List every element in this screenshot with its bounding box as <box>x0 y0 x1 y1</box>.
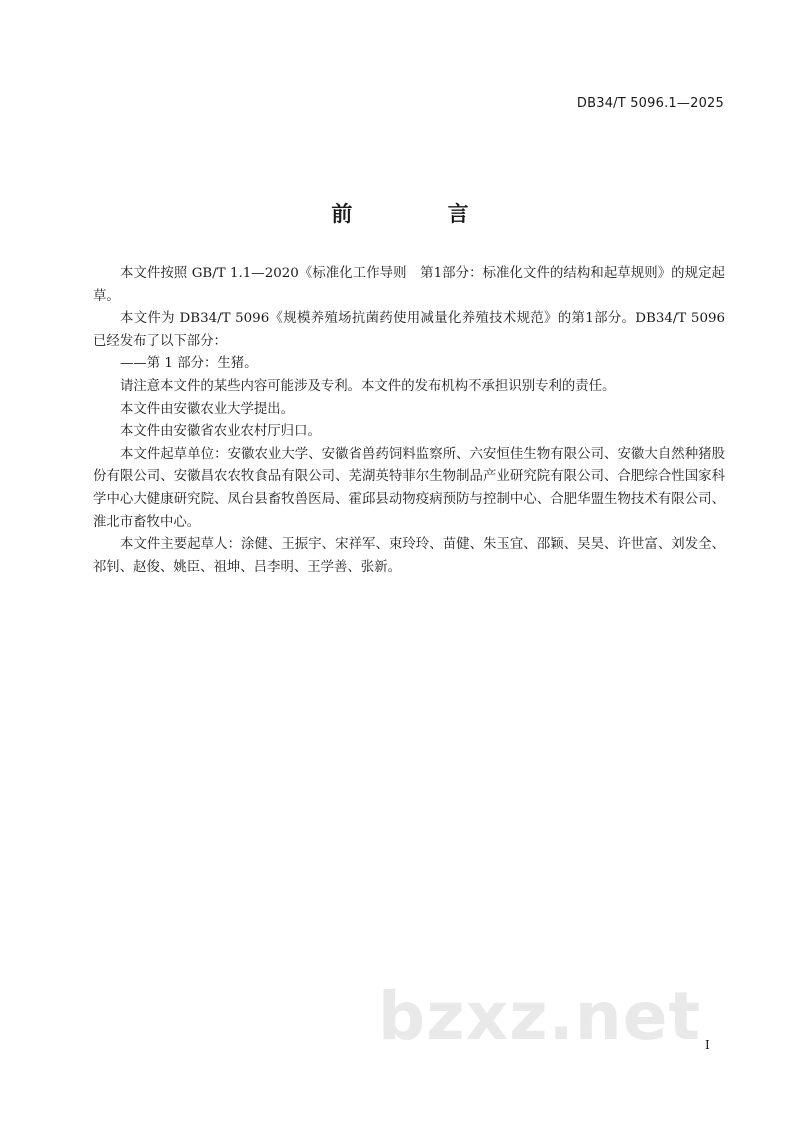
page-title: 前 言 <box>331 202 513 226</box>
paragraph-administrator: 本文件由安徽省农业农村厅归口。 <box>120 424 321 440</box>
paragraph-patent-notice: 请注意本文件的某些内容可能涉及专利。本文件的发布机构不承担识别专利的责任。 <box>120 378 616 394</box>
foreword-body <box>93 263 725 579</box>
paragraph-drafting-units: 本文件起草单位：安徽农业大学、安徽省兽药饲料监察所、六安恒佳生物有限公司、安徽大自然种猪股份有限公司、安徽昌农农牧食品有限公司、芜湖英特菲尔生物制品产业研究院有限公司、合肥综合性国家科学中心大健康研究院、凤台县畜牧兽医局、霍邱县动物疫病预防与控制中心、合肥华盟生物技术有限公司、淮北市畜牧中心。 <box>93 446 725 530</box>
paragraph-drafters: 本文件主要起草人：涂健、王振宇、宋祥军、束玲玲、苗健、朱玉宜、邵颖、吴昊、许世富、刘发全、祁钊、赵俊、姚臣、祖坤、吕李明、王学善、张新。 <box>93 537 725 575</box>
document-code: DB34/T 5096.1—2025 <box>576 96 724 111</box>
paragraph-standard-parts: 本文件为 DB34/T 5096《规模养殖场抗菌药使用减量化养殖技术规范》的第1部分。DB34/T 5096已经发布了以下部分： <box>93 311 725 349</box>
paragraph-part-1: ——第 1 部分：生猪。 <box>120 356 258 372</box>
page-number: I <box>705 1038 710 1052</box>
watermark: bzxz.net <box>378 978 702 1055</box>
paragraph-drafting-rules: 本文件按照 GB/T 1.1—2020《标准化工作导则 第1部分：标准化文件的结构和起草规则》的规定起草。 <box>93 266 725 304</box>
paragraph-proposer: 本文件由安徽农业大学提出。 <box>120 401 295 417</box>
